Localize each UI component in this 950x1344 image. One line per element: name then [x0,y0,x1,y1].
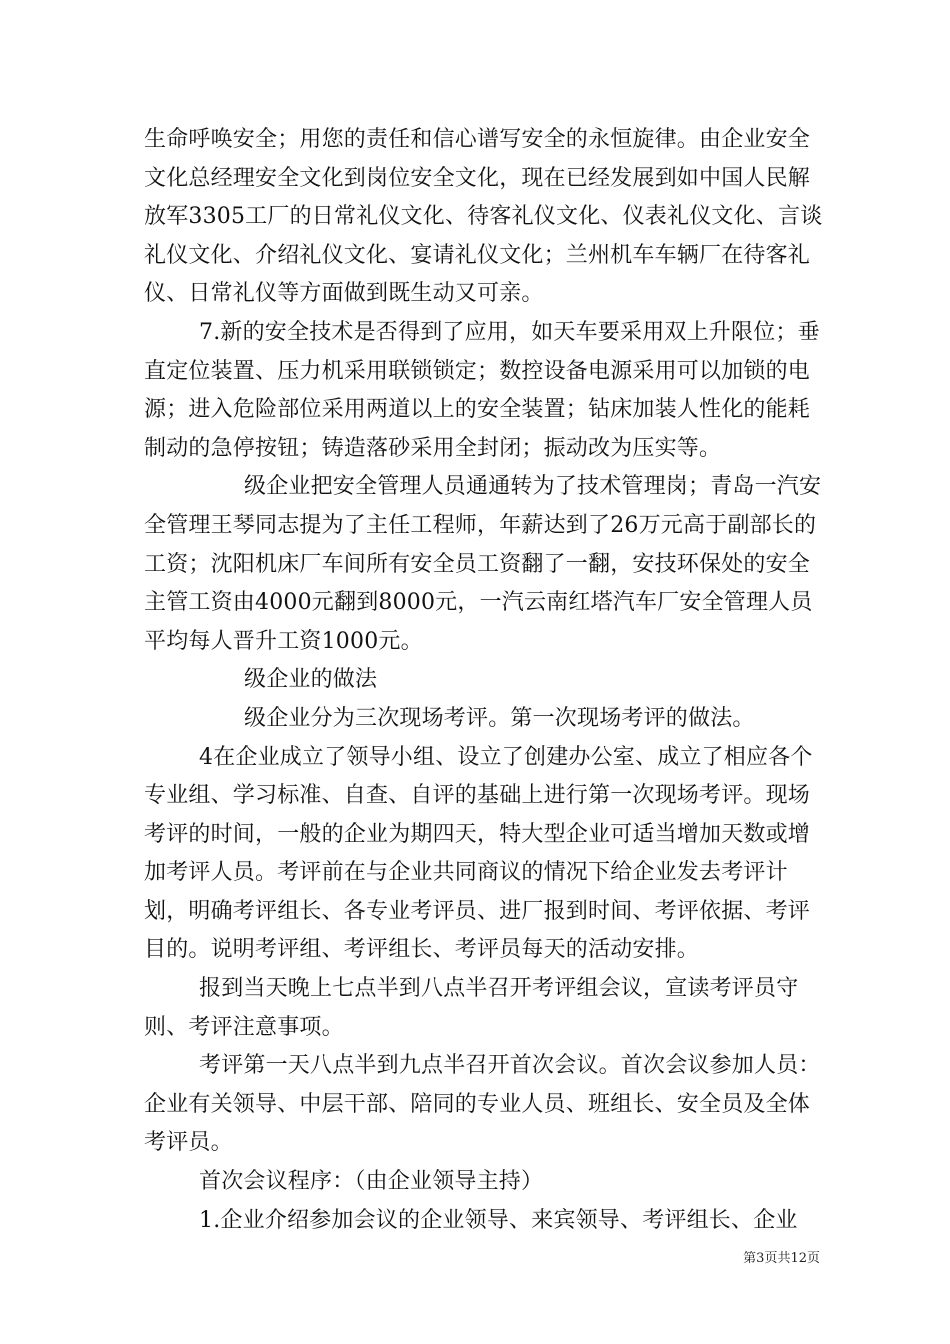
paragraph-safety-staff-promotion: 级企业把安全管理人员通通转为了技术管理岗；青岛一汽安全管理王琴同志提为了主任工程师，年薪达到了26万元高于副部长的工资；沈阳机床厂车间所有安全员工资翻了一翻，安技环保处的安全主管工资由4000元翻到8000元，一汽云南红塔汽车厂安全管理人员平均每人晋升工资1000元。 [144,474,822,654]
paragraph-first-evaluation: 4在企业成立了领导小组、设立了创建办公室、成立了相应各个专业组、学习标准、自查、自评的基础上进行第一次现场考评。现场考评的时间，一般的企业为期四天，特大型企业可适当增加天数或增加考评人员。考评前在与企业共同商议的情况下给企业发去考评计划，明确考评组长、各专业考评员、进厂报到时间、考评依据、考评目的。说明考评组、考评组长、考评员每天的活动安排。 [144,744,813,963]
paragraph-new-safety-tech: 7.新的安全技术是否得到了应用，如天车要采用双上升限位；垂直定位装置、压力机采用联锁锁定；数控设备电源采用可以加锁的电源；进入危险部位采用两道以上的安全装置；钻床加装人性化的能耗制动的急停按钮；铸造落砂采用全封闭；振动改为压实等。 [144,319,820,461]
paragraph-arrival-meeting: 报到当天晚上七点半到八点半召开考评组会议，宣读考评员守则、考评注意事项。 [144,976,799,1040]
page-number: 第3页共12页 [743,1251,820,1266]
paragraph-procedure-step-1: 1.企业介绍参加会议的企业领导、来宾领导、考评组长、企业 [199,1207,798,1233]
paragraph-safety-culture: 生命呼唤安全；用您的责任和信心谱写安全的永恒旋律。由企业安全文化总经理安全文化到岗位安全文化，现在已经发展到如中国人民解放军3305工厂的日常礼仪文化、待客礼仪文化、仪表礼仪文化、言谈礼仪文化、介绍礼仪文化、宴请礼仪文化；兰州机车车辆厂在待客礼仪、日常礼仪等方面做到既生动又可亲。 [144,127,823,307]
body-text [144,121,824,1240]
paragraph-first-meeting: 考评第一天八点半到九点半召开首次会议。首次会议参加人员：企业有关领导、中层干部、陪同的专业人员、班组长、安全员及全体考评员。 [144,1053,821,1156]
paragraph-enterprise-practice-heading: 级企业的做法 [244,667,378,693]
paragraph-meeting-procedure: 首次会议程序：（由企业领导主持） [199,1169,544,1195]
paragraph-three-evaluations: 级企业分为三次现场考评。第一次现场考评的做法。 [244,705,755,731]
